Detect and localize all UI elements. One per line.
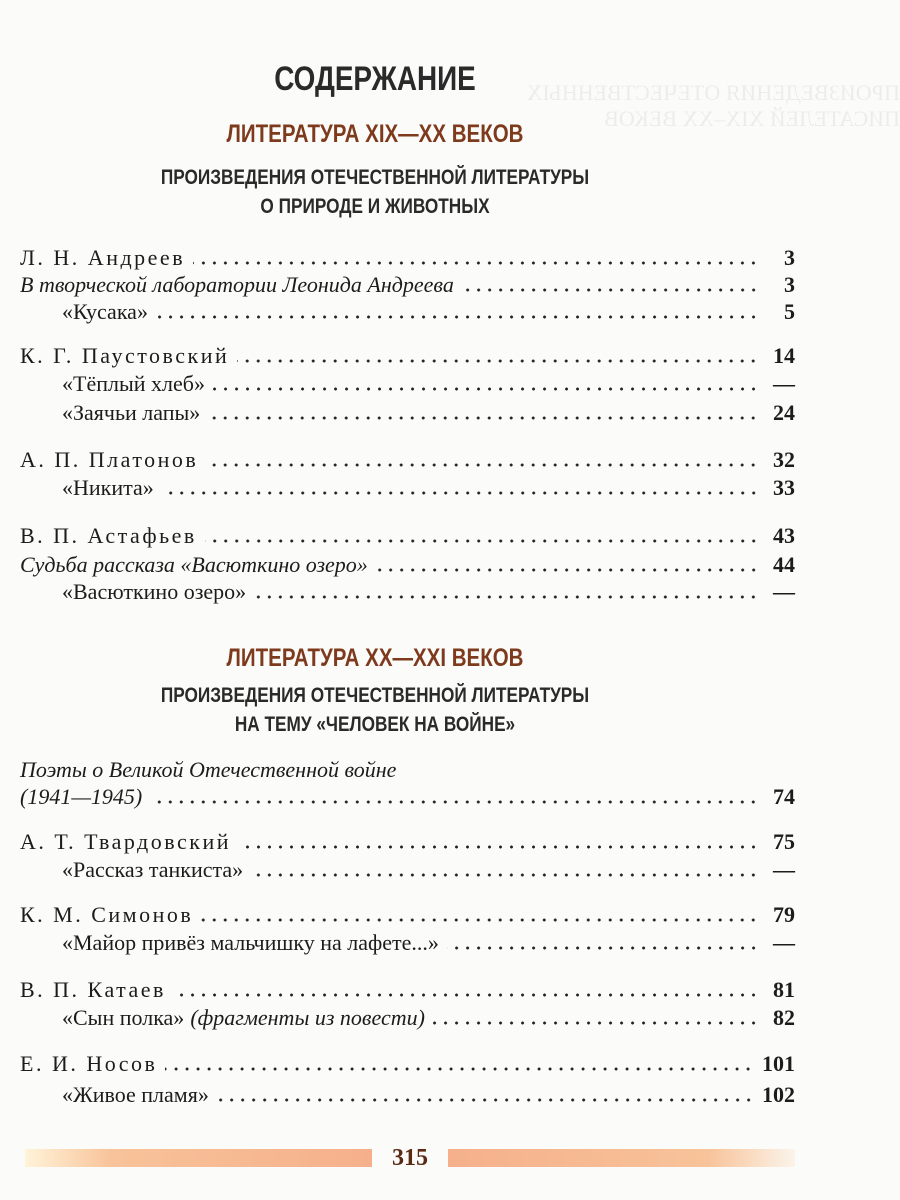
toc-entry[interactable] bbox=[20, 756, 795, 784]
dot-leader bbox=[217, 1098, 754, 1102]
section-subheading: ПРОИЗВЕДЕНИЯ ОТЕЧЕСТВЕННОЙ ЛИТЕРАТУРЫ bbox=[160, 684, 590, 707]
toc-entry-label: «Майор привёз мальчишку на лафете...» bbox=[62, 930, 439, 955]
dot-leader bbox=[237, 359, 759, 363]
toc-entry-page: — bbox=[773, 857, 795, 882]
toc-entry[interactable] bbox=[20, 578, 795, 606]
toc-entry-label: «Никита» bbox=[62, 475, 154, 500]
section-heading: ЛИТЕРАТУРА XIX—XX ВЕКОВ bbox=[226, 120, 524, 148]
page-number: 315 bbox=[392, 1144, 428, 1171]
toc-entry[interactable] bbox=[20, 901, 795, 929]
toc-entry-page: 79 bbox=[773, 902, 795, 927]
toc-entry-label: К. Г. Паустовский bbox=[20, 343, 230, 368]
dot-leader bbox=[205, 539, 759, 543]
toc-entry[interactable] bbox=[20, 298, 795, 326]
dot-leader bbox=[376, 568, 759, 572]
toc-entry-page: 14 bbox=[773, 343, 795, 368]
toc-entry-label: В творческой лаборатории Леонида Андреева bbox=[20, 272, 454, 297]
footer-bar-left bbox=[25, 1149, 372, 1167]
toc-entry[interactable] bbox=[20, 522, 795, 550]
toc-entry-page: 82 bbox=[773, 1005, 795, 1030]
toc-entry[interactable] bbox=[20, 446, 795, 474]
toc-entry[interactable] bbox=[20, 856, 795, 884]
dot-leader bbox=[251, 873, 759, 877]
toc-entry[interactable] bbox=[20, 551, 795, 579]
dot-leader bbox=[193, 261, 759, 265]
toc-entry-label: «Рассказ танкиста» bbox=[62, 857, 244, 882]
toc-entry-label: К. М. Симонов bbox=[20, 902, 194, 927]
toc-entry-label: В. П. Астафьев bbox=[20, 523, 197, 548]
section-heading: ЛИТЕРАТУРА XX—XXI ВЕКОВ bbox=[226, 644, 524, 672]
toc-entry-page: 44 bbox=[773, 552, 795, 577]
toc-entry-label: (1941—1945) bbox=[20, 784, 143, 809]
toc-entry-label: Поэты о Великой Отечественной войне bbox=[20, 757, 397, 782]
toc-entry-page: — bbox=[773, 579, 795, 604]
dot-leader bbox=[433, 1021, 759, 1025]
toc-entry-label: «Сын полка» bbox=[62, 1005, 185, 1030]
toc-entry-label: «Васюткино озеро» bbox=[62, 579, 247, 604]
section-subheading: НА ТЕМУ «ЧЕЛОВЕК НА ВОЙНЕ» bbox=[234, 713, 516, 736]
dot-leader bbox=[206, 463, 759, 467]
dot-leader bbox=[156, 315, 759, 319]
toc-entry[interactable] bbox=[20, 783, 795, 811]
toc-entry[interactable] bbox=[20, 1004, 795, 1032]
toc-entry-page: 43 bbox=[773, 523, 795, 548]
dot-leader bbox=[174, 993, 759, 997]
toc-entry-label: А. П. Платонов bbox=[20, 447, 199, 472]
page-footer bbox=[25, 1146, 795, 1170]
toc-entry-page: 24 bbox=[773, 400, 795, 425]
toc-entry-page: 102 bbox=[762, 1082, 795, 1107]
page-title: СОДЕРЖАНИЕ bbox=[274, 60, 476, 98]
dot-leader bbox=[254, 595, 759, 599]
toc-entry-label: В. П. Катаев bbox=[20, 977, 166, 1002]
toc-entry-page: 74 bbox=[773, 784, 795, 809]
dot-leader bbox=[447, 946, 759, 950]
toc-entry-note: (фрагменты из повести) bbox=[190, 1005, 425, 1030]
toc-entry-label: «Кусака» bbox=[62, 299, 148, 324]
section-subheading: О ПРИРОДЕ И ЖИВОТНЫХ bbox=[260, 195, 490, 218]
toc-entry-page: 32 bbox=[773, 447, 795, 472]
toc-entry[interactable] bbox=[20, 399, 795, 427]
dot-leader bbox=[150, 800, 759, 804]
toc-entry-page: 3 bbox=[784, 245, 795, 270]
dot-leader bbox=[239, 845, 759, 849]
toc-entry-page: 5 bbox=[784, 299, 795, 324]
dot-leader bbox=[165, 1067, 754, 1071]
toc-entry[interactable] bbox=[20, 976, 795, 1004]
toc-entry-label: Судьба рассказа «Васюткино озеро» bbox=[20, 552, 368, 577]
toc-entry-label: «Тёплый хлеб» bbox=[62, 371, 205, 396]
toc-entry[interactable] bbox=[20, 370, 795, 398]
toc-entry[interactable] bbox=[20, 474, 795, 502]
toc-entry[interactable] bbox=[20, 828, 795, 856]
toc-entry[interactable] bbox=[20, 929, 795, 957]
toc-entry-page: 3 bbox=[784, 272, 795, 297]
toc-entry[interactable] bbox=[20, 1081, 795, 1109]
toc-entry-page: 33 bbox=[773, 475, 795, 500]
toc-entry-label: А. Т. Твардовский bbox=[20, 829, 231, 854]
toc-entry[interactable] bbox=[20, 342, 795, 370]
toc-entry-label: «Живое пламя» bbox=[62, 1082, 209, 1107]
toc-entry-page: 81 bbox=[773, 977, 795, 1002]
toc-entry[interactable] bbox=[20, 1050, 795, 1078]
toc-entry-page: 75 bbox=[773, 829, 795, 854]
footer-bar-right bbox=[448, 1149, 795, 1167]
toc-entry[interactable] bbox=[20, 244, 795, 272]
dot-leader bbox=[462, 288, 759, 292]
toc-entry-page: — bbox=[773, 371, 795, 396]
dot-leader bbox=[208, 416, 759, 420]
toc-entry[interactable] bbox=[20, 271, 795, 299]
dot-leader bbox=[213, 387, 759, 391]
dot-leader bbox=[162, 491, 759, 495]
toc-entry-label: «Заячьи лапы» bbox=[62, 400, 201, 425]
toc-entry-page: — bbox=[773, 930, 795, 955]
toc-entry-page: 101 bbox=[762, 1051, 795, 1076]
toc-entry-label: Л. Н. Андреев bbox=[20, 245, 186, 270]
toc-entry-label: Е. И. Носов bbox=[20, 1051, 158, 1076]
section-subheading: ПРОИЗВЕДЕНИЯ ОТЕЧЕСТВЕННОЙ ЛИТЕРАТУРЫ bbox=[160, 166, 590, 189]
dot-leader bbox=[201, 918, 759, 922]
